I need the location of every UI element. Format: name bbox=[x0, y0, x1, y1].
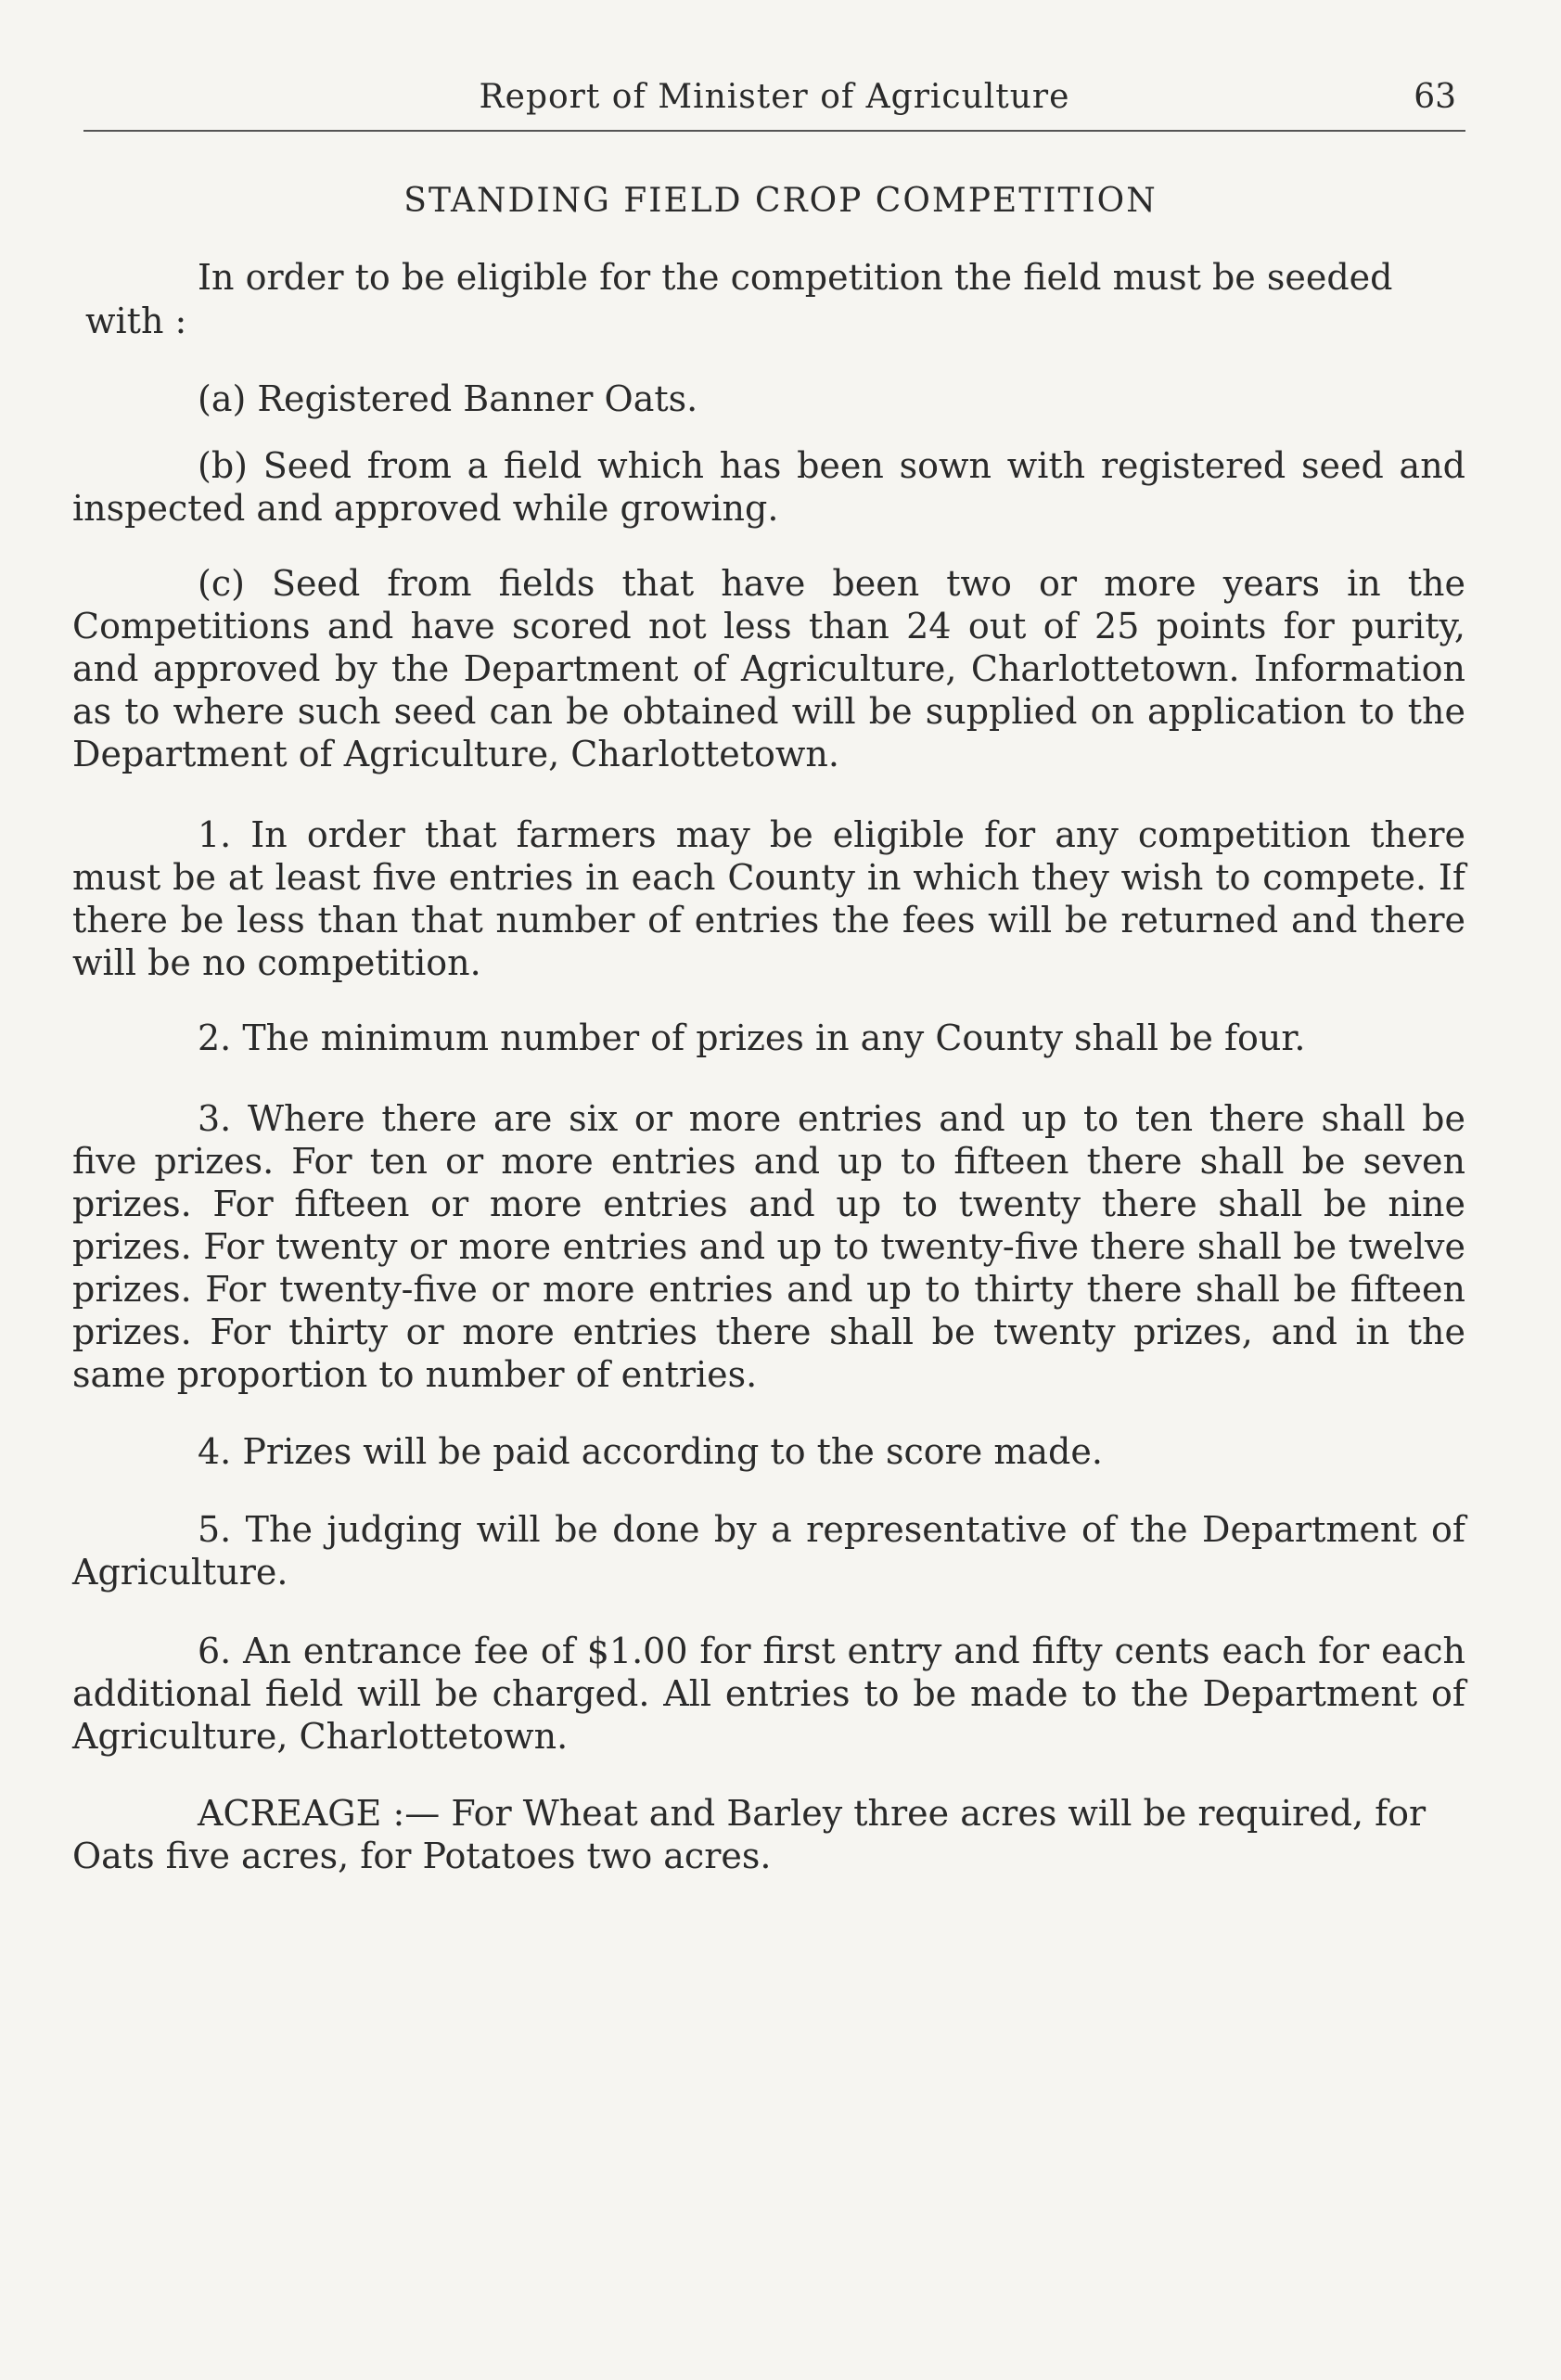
acreage-note: ACREAGE :— For Wheat and Barley three acres will be required, for Oats five acres, for Potatoes two acres. bbox=[72, 1793, 1427, 1876]
rule-6: 6. An entrance fee of $1.00 for first entry and fifty cents each for each additional field will be charged. All entries to be made to the Department of Agriculture, Charlottetown. bbox=[72, 1631, 1465, 1757]
seed-option-b: (b) Seed from a field which has been sown with registered seed and inspected and approved while growing. bbox=[72, 445, 1465, 529]
running-title: Report of Minister of Agriculture bbox=[479, 78, 1070, 116]
rule-4: 4. Prizes will be paid according to the score made. bbox=[198, 1431, 1103, 1472]
rule-5: 5. The judging will be done by a representative of the Department of Agriculture. bbox=[72, 1509, 1465, 1593]
section-heading: STANDING FIELD CROP COMPETITION bbox=[403, 182, 1158, 220]
seed-option-a: (a) Registered Banner Oats. bbox=[198, 378, 698, 419]
rule-2: 2. The minimum number of prizes in any County shall be four. bbox=[198, 1017, 1306, 1058]
page-number: 63 bbox=[1414, 78, 1456, 116]
page-header bbox=[83, 72, 1465, 132]
intro-paragraph: In order to be eligible for the competition the field must be seeded bbox=[198, 257, 1393, 298]
rule-3: 3. Where there are six or more entries and up to ten there shall be five prizes. For ten or more entries and up to fifteen there shall be seven prizes. For fifteen or more entries and up to twenty there shall be nine prizes. For twenty or more entries and up to twenty-five there shall be twelve prizes. For twenty-five or more entries and up to thirty there shall be fifteen prizes. For thirty or more entries there shall be twenty prizes, and in the same proportion to number of entries. bbox=[72, 1098, 1465, 1395]
seed-option-c: (c) Seed from fields that have been two or more years in the Competitions and have scored not less than 24 out of 25 points for purity, and approved by the Department of Agriculture, Charlottetown. Information as to where such seed can be obtained will be supplied on application to the Department of Agriculture, Charlottetown. bbox=[72, 563, 1465, 774]
rule-1: 1. In order that farmers may be eligible for any competition there must be at least five entries in each County in which they wish to compete. If there be less than that number of entries the fees will be returned and there will be no competition. bbox=[72, 814, 1465, 983]
intro-with-label: with : bbox=[85, 301, 187, 341]
